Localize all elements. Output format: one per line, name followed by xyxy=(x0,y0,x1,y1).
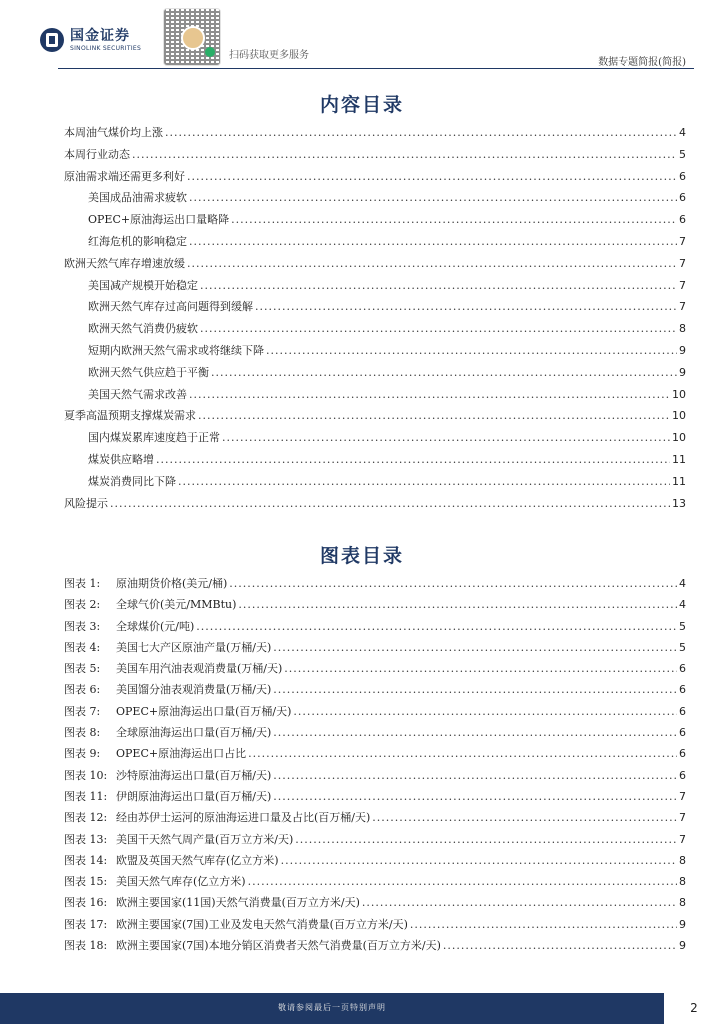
leader-dots xyxy=(372,811,677,824)
toc-entry[interactable] xyxy=(64,495,686,517)
toc-entry-title: 煤炭供应略增 xyxy=(88,452,154,466)
toc-entry-title: 欧洲天然气库存增速放缓 xyxy=(64,256,185,270)
figure-entry[interactable] xyxy=(64,809,686,830)
figure-page: 8 xyxy=(679,853,686,867)
figure-page: 8 xyxy=(679,875,686,889)
figure-title: 欧盟及英国天然气库存(亿立方米) xyxy=(116,853,279,867)
figure-page: 7 xyxy=(679,811,686,825)
disclaimer-note: 敬请参阅最后一页特别声明 xyxy=(278,1003,386,1012)
toc-entry[interactable] xyxy=(64,364,686,386)
toc-entry-title: 夏季高温预期支撑煤炭需求 xyxy=(64,409,196,423)
figure-entry[interactable] xyxy=(64,681,686,702)
toc-entry-page: 9 xyxy=(679,365,686,379)
toc-entry-title: 红海危机的影响稳定 xyxy=(88,234,187,248)
toc-entry-page: 4 xyxy=(679,126,686,139)
header-divider xyxy=(58,68,694,69)
figure-title: 美国天然气库存(亿立方米) xyxy=(116,875,246,889)
toc-entry-title: 风险提示 xyxy=(64,496,108,510)
page-footer xyxy=(0,993,724,1024)
figure-page: 6 xyxy=(679,768,686,782)
toc-entry[interactable] xyxy=(64,255,686,277)
figure-page: 6 xyxy=(679,683,686,697)
figure-title: 欧洲主要国家(7国)本地分销区消费者天然气消费量(百万立方米/天) xyxy=(116,939,441,953)
figure-page: 4 xyxy=(679,598,686,612)
leader-dots xyxy=(187,170,677,183)
toc-entry[interactable] xyxy=(64,124,686,146)
toc-entry-title: 短期内欧洲天然气需求或将继续下降 xyxy=(88,343,264,357)
figure-title: OPEC+原油海运出口量(百万桶/天) xyxy=(116,704,292,718)
leader-dots xyxy=(273,726,677,739)
leader-dots xyxy=(273,769,677,782)
figure-label: 图表 13: xyxy=(64,832,108,846)
leader-dots xyxy=(293,705,677,718)
leader-dots xyxy=(248,747,677,760)
contents-title: 内容目录 xyxy=(319,94,404,116)
figure-label: 图表 2: xyxy=(64,598,101,612)
figure-title: 美国馏分油表观消费量(万桶/天) xyxy=(116,683,272,697)
figure-title: 全球原油海运出口量(百万桶/天) xyxy=(116,726,272,740)
figure-page: 5 xyxy=(679,640,686,654)
toc-entry[interactable] xyxy=(64,451,686,473)
toc-entry-page: 13 xyxy=(672,496,686,510)
leader-dots xyxy=(198,409,670,422)
qr-avatar-icon xyxy=(181,26,205,50)
figure-page: 5 xyxy=(679,619,686,633)
figure-page: 4 xyxy=(679,577,686,590)
figure-label: 图表 11: xyxy=(64,789,108,803)
figure-entry[interactable] xyxy=(64,788,686,809)
figure-title: 经由苏伊士运河的原油海运进口量及占比(百万桶/天) xyxy=(116,811,371,825)
figure-page: 6 xyxy=(679,726,686,740)
figure-entry[interactable] xyxy=(64,660,686,681)
toc-entry-page: 6 xyxy=(679,213,686,227)
figure-title: 美国车用汽油表观消费量(万桶/天) xyxy=(116,662,283,676)
figure-label: 图表 15: xyxy=(64,875,108,889)
leader-dots xyxy=(189,235,677,248)
figure-title: 美国干天然气周产量(百万立方米/天) xyxy=(116,832,294,846)
toc-entry[interactable] xyxy=(64,298,686,320)
figure-entry[interactable] xyxy=(64,575,686,596)
document-type: 数据专题简报(简报) xyxy=(598,57,686,68)
toc-entry-page: 9 xyxy=(679,343,686,357)
figure-entry[interactable] xyxy=(64,596,686,617)
figure-entry[interactable] xyxy=(64,831,686,852)
toc-entry-title: 本周油气煤价均上涨 xyxy=(64,126,163,139)
toc-entry-title: 煤炭消费同比下降 xyxy=(88,474,176,488)
toc-entry-page: 7 xyxy=(679,256,686,270)
leader-dots xyxy=(229,577,677,590)
figure-entry[interactable] xyxy=(64,703,686,724)
figure-page: 7 xyxy=(679,789,686,803)
toc-entry-title: 美国成品油需求疲软 xyxy=(88,191,187,205)
toc-entry-page: 11 xyxy=(672,474,686,488)
figure-title: OPEC+原油海运出口占比 xyxy=(116,747,247,761)
toc-entry[interactable] xyxy=(64,342,686,364)
leader-dots xyxy=(178,475,670,488)
figure-title: 沙特原油海运出口量(百万桶/天) xyxy=(116,768,272,782)
toc-entry-page: 10 xyxy=(672,387,686,401)
figure-entry[interactable] xyxy=(64,894,686,915)
leader-dots xyxy=(281,854,677,867)
leader-dots xyxy=(156,453,670,466)
toc-entry[interactable] xyxy=(64,277,686,299)
figure-label: 图表 17: xyxy=(64,917,108,931)
page-header xyxy=(0,0,724,70)
figure-entry[interactable] xyxy=(64,767,686,788)
logo-name-en: SINOLINK SECURITIES xyxy=(70,44,142,52)
figure-label: 图表 3: xyxy=(64,619,101,633)
figure-label: 图表 14: xyxy=(64,853,108,867)
leader-dots xyxy=(200,322,677,335)
toc-entry[interactable] xyxy=(64,233,686,255)
toc-entry-page: 11 xyxy=(672,452,686,466)
figure-title: 伊朗原油海运出口量(百万桶/天) xyxy=(116,789,272,803)
leader-dots xyxy=(295,833,677,846)
toc-entry-page: 6 xyxy=(679,169,686,183)
page-number: 2 xyxy=(690,1001,698,1015)
figure-page: 7 xyxy=(679,832,686,846)
leader-dots xyxy=(189,388,670,401)
leader-dots xyxy=(231,213,677,226)
toc-entry-title: 美国减产规模开始稳定 xyxy=(88,278,198,292)
toc-entry-title: 欧洲天然气库存过高问题得到缓解 xyxy=(88,300,253,314)
leader-dots xyxy=(211,366,677,379)
figure-title: 美国七大产区原油产量(万桶/天) xyxy=(116,640,272,654)
toc-entry-page: 5 xyxy=(679,147,686,161)
figure-title: 全球煤价(元/吨) xyxy=(116,619,195,633)
figure-page: 8 xyxy=(679,896,686,910)
toc-entry-page: 6 xyxy=(679,191,686,205)
figure-entry[interactable] xyxy=(64,852,686,873)
toc-entry[interactable] xyxy=(64,386,686,408)
toc-entry[interactable] xyxy=(64,168,686,190)
figure-label: 图表 9: xyxy=(64,747,101,761)
toc-entry-page: 8 xyxy=(679,322,686,336)
company-logo xyxy=(40,28,141,52)
figure-label: 图表 10: xyxy=(64,768,108,782)
figure-title: 欧洲主要国家(7国)工业及发电天然气消费量(百万立方米/天) xyxy=(116,917,408,931)
toc-entry[interactable] xyxy=(64,189,686,211)
leader-dots xyxy=(410,918,677,931)
toc-entry[interactable] xyxy=(64,320,686,342)
toc-entry-page: 7 xyxy=(679,300,686,314)
figure-label: 图表 18: xyxy=(64,939,108,953)
figure-label: 图表 7: xyxy=(64,704,101,718)
figure-entry[interactable] xyxy=(64,618,686,639)
wechat-icon xyxy=(205,47,215,57)
toc-entry-page: 7 xyxy=(679,234,686,248)
toc-entry-page: 10 xyxy=(672,431,686,445)
toc-entry[interactable] xyxy=(64,211,686,233)
scan-prompt: 扫码获取更多服务 xyxy=(229,50,309,61)
figure-entry[interactable] xyxy=(64,724,686,745)
toc-entry-title: OPEC+原油海运出口量略降 xyxy=(88,213,230,227)
figure-page: 6 xyxy=(679,704,686,718)
leader-dots xyxy=(110,497,670,510)
contents-list xyxy=(64,124,686,516)
figure-label: 图表 12: xyxy=(64,811,108,825)
toc-entry-title: 美国天然气需求改善 xyxy=(88,387,187,401)
toc-entry-title: 国内煤炭累库速度趋于正常 xyxy=(88,431,220,445)
leader-dots xyxy=(238,598,677,611)
leader-dots xyxy=(132,148,677,161)
figures-title: 图表目录 xyxy=(319,545,404,567)
figure-label: 图表 4: xyxy=(64,640,101,654)
figure-label: 图表 6: xyxy=(64,683,101,697)
logo-name-cn: 国金证券 xyxy=(70,27,130,44)
leader-dots xyxy=(362,896,677,909)
figure-page: 9 xyxy=(679,939,686,953)
toc-entry-page: 7 xyxy=(679,278,686,292)
leader-dots xyxy=(273,790,677,803)
leader-dots xyxy=(266,344,677,357)
toc-entry[interactable] xyxy=(64,429,686,451)
figure-page: 9 xyxy=(679,917,686,931)
figure-title: 原油期货价格(美元/桶) xyxy=(116,577,228,590)
toc-entry-page: 10 xyxy=(672,409,686,423)
figure-page: 6 xyxy=(679,747,686,761)
toc-entry[interactable] xyxy=(64,473,686,495)
leader-dots xyxy=(284,662,677,675)
leader-dots xyxy=(196,620,677,633)
figure-entry[interactable] xyxy=(64,937,686,958)
toc-entry-title: 原油需求端还需更多利好 xyxy=(64,169,185,183)
figure-label: 图表 8: xyxy=(64,726,101,740)
leader-dots xyxy=(443,939,677,952)
logo-icon xyxy=(40,28,64,52)
figures-list xyxy=(64,575,686,958)
toc-entry-title: 欧洲天然气消费仍疲软 xyxy=(88,322,198,336)
toc-entry-title: 本周行业动态 xyxy=(64,147,130,161)
figure-entry[interactable] xyxy=(64,873,686,894)
leader-dots xyxy=(187,257,677,270)
figure-label: 图表 1: xyxy=(64,577,101,590)
toc-entry[interactable] xyxy=(64,407,686,429)
leader-dots xyxy=(189,191,677,204)
figure-page: 6 xyxy=(679,662,686,676)
leader-dots xyxy=(222,431,670,444)
leader-dots xyxy=(200,279,677,292)
figure-label: 图表 5: xyxy=(64,662,101,676)
leader-dots xyxy=(248,875,677,888)
figure-label: 图表 16: xyxy=(64,896,108,910)
leader-dots xyxy=(273,683,677,696)
figure-title: 全球气价(美元/MMBtu) xyxy=(116,598,237,612)
figure-title: 欧洲主要国家(11国)天然气消费量(百万立方米/天) xyxy=(116,896,360,910)
leader-dots xyxy=(165,126,677,139)
leader-dots xyxy=(255,300,677,313)
figure-entry[interactable] xyxy=(64,639,686,660)
figure-entry[interactable] xyxy=(64,745,686,766)
figure-entry[interactable] xyxy=(64,916,686,937)
toc-entry[interactable] xyxy=(64,146,686,168)
toc-entry-title: 欧洲天然气供应趋于平衡 xyxy=(88,365,209,379)
leader-dots xyxy=(273,641,677,654)
